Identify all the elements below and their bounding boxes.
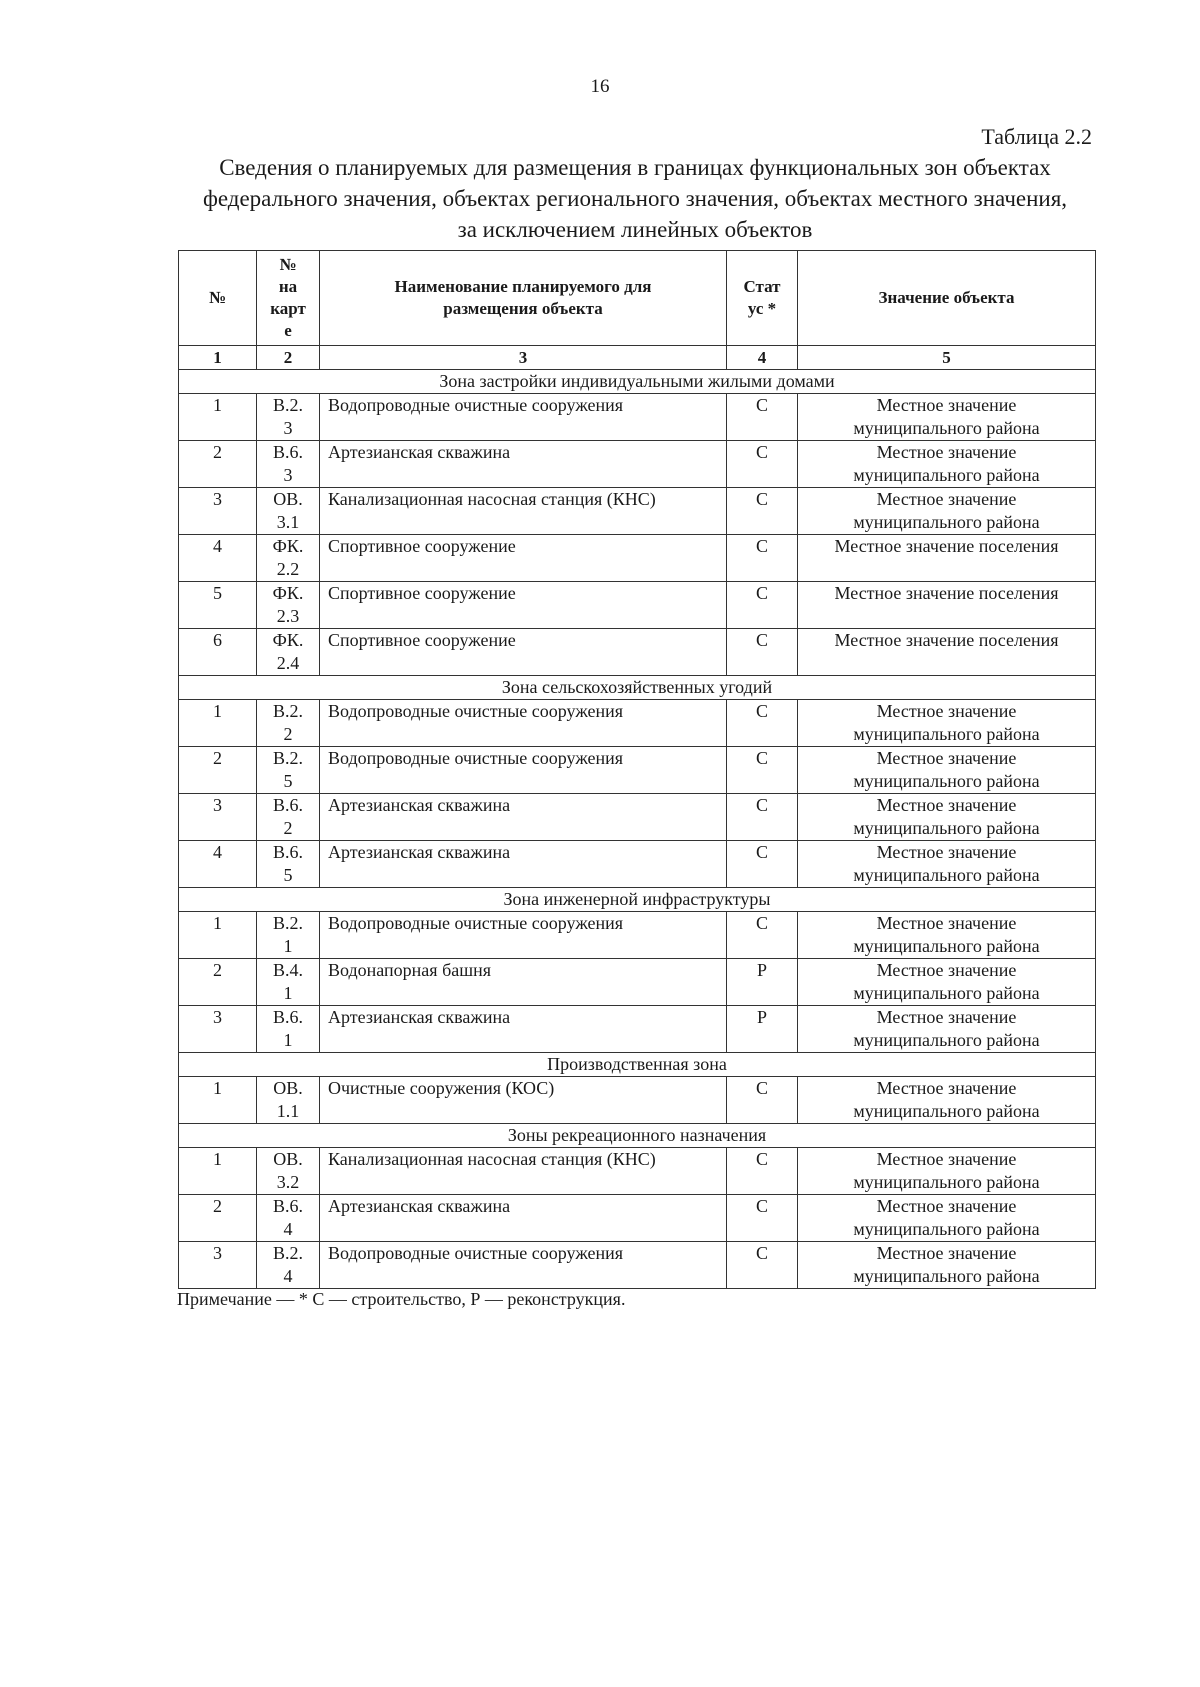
object-status: С	[727, 1148, 798, 1195]
table-row	[179, 1006, 1096, 1053]
object-name: Водопроводные очистные сооружения	[320, 394, 727, 441]
table-row	[179, 912, 1096, 959]
object-value-line: Местное значение	[876, 1243, 1017, 1263]
map-number-line: 5	[283, 865, 293, 885]
map-number	[257, 582, 320, 629]
object-status: С	[727, 700, 798, 747]
object-status: С	[727, 912, 798, 959]
object-value	[798, 959, 1096, 1006]
object-name: Артезианская скважина	[320, 1195, 727, 1242]
object-name: Артезианская скважина	[320, 841, 727, 888]
map-number-line: 2.2	[276, 559, 300, 579]
row-number: 3	[179, 1006, 257, 1053]
object-value	[798, 1242, 1096, 1289]
object-value-line: муниципального района	[853, 418, 1040, 438]
map-number	[257, 1077, 320, 1124]
object-status: С	[727, 747, 798, 794]
object-value-line: Местное значение	[876, 913, 1017, 933]
object-name: Канализационная насосная станция (КНС)	[320, 488, 727, 535]
object-value	[798, 582, 1096, 629]
map-number	[257, 488, 320, 535]
object-value-line: муниципального района	[853, 1266, 1040, 1286]
row-number: 2	[179, 747, 257, 794]
object-status: С	[727, 488, 798, 535]
object-value-line: муниципального района	[853, 771, 1040, 791]
map-number	[257, 629, 320, 676]
map-number	[257, 394, 320, 441]
object-value	[798, 394, 1096, 441]
title-line: за исключением линейных объектов	[457, 217, 813, 242]
row-number: 1	[179, 1148, 257, 1195]
title-line: федерального значения, объектах регионального значения, объектах местного значения,	[202, 186, 1068, 211]
row-number: 1	[179, 700, 257, 747]
row-number: 1	[179, 1077, 257, 1124]
object-value	[798, 1148, 1096, 1195]
object-status: С	[727, 441, 798, 488]
zone-row	[179, 1053, 1096, 1077]
object-value	[798, 488, 1096, 535]
map-number	[257, 1242, 320, 1289]
title-line: Сведения о планируемых для размещения в границах функциональных зон объектах	[219, 155, 1051, 180]
map-number	[257, 959, 320, 1006]
map-number-line: В.6.	[272, 795, 303, 815]
column-number: 4	[727, 346, 798, 370]
object-value-line: муниципального района	[853, 1101, 1040, 1121]
map-number	[257, 1148, 320, 1195]
map-number	[257, 747, 320, 794]
table-row	[179, 794, 1096, 841]
object-status: С	[727, 794, 798, 841]
row-number: 4	[179, 535, 257, 582]
column-number: 1	[179, 346, 257, 370]
object-value-line: Местное значение	[876, 395, 1017, 415]
object-value	[798, 841, 1096, 888]
map-number-line: 1	[283, 1030, 293, 1050]
table-row	[179, 629, 1096, 676]
object-value	[798, 700, 1096, 747]
header-status: Стат ус *	[727, 251, 798, 346]
map-number-line: В.6.	[272, 442, 303, 462]
map-number-line: В.2.	[272, 748, 303, 768]
object-value-line: Местное значение	[876, 489, 1017, 509]
zone-title: Зона застройки индивидуальными жилыми домами	[179, 370, 1096, 394]
object-name: Спортивное сооружение	[320, 582, 727, 629]
table-row	[179, 1077, 1096, 1124]
map-number	[257, 841, 320, 888]
map-number-line: 3.1	[276, 512, 300, 532]
table-row	[179, 1148, 1096, 1195]
object-name: Спортивное сооружение	[320, 629, 727, 676]
map-number-line: В.6.	[272, 842, 303, 862]
map-number-line: ОВ.	[273, 489, 303, 509]
object-status: С	[727, 1242, 798, 1289]
row-number: 3	[179, 1242, 257, 1289]
object-value-line: Местное значение поселения	[834, 536, 1059, 556]
object-value	[798, 912, 1096, 959]
table-row	[179, 1242, 1096, 1289]
object-value	[798, 629, 1096, 676]
row-number: 1	[179, 912, 257, 959]
map-number-line: 3.2	[276, 1172, 300, 1192]
map-number	[257, 1006, 320, 1053]
map-number-line: 4	[283, 1219, 293, 1239]
row-number: 3	[179, 794, 257, 841]
table-row	[179, 535, 1096, 582]
object-value-line: Местное значение	[876, 442, 1017, 462]
table-row	[179, 747, 1096, 794]
table-row	[179, 394, 1096, 441]
table-title	[170, 152, 1100, 245]
header-num: №	[179, 251, 257, 346]
map-number-line: В.4.	[272, 960, 303, 980]
column-number: 5	[798, 346, 1096, 370]
map-number-line: ОВ.	[273, 1149, 303, 1169]
row-number: 4	[179, 841, 257, 888]
object-value-line: муниципального района	[853, 983, 1040, 1003]
object-name: Водопроводные очистные сооружения	[320, 1242, 727, 1289]
table-row	[179, 488, 1096, 535]
row-number: 2	[179, 1195, 257, 1242]
object-value-line: Местное значение	[876, 842, 1017, 862]
table-row	[179, 959, 1096, 1006]
map-number	[257, 912, 320, 959]
column-numbers-row	[179, 346, 1096, 370]
object-value	[798, 535, 1096, 582]
map-number-line: 2.3	[276, 606, 300, 626]
object-status: С	[727, 582, 798, 629]
map-number-line: В.2.	[272, 1243, 303, 1263]
object-value-line: Местное значение	[876, 1078, 1017, 1098]
object-value-line: Местное значение	[876, 701, 1017, 721]
zone-title: Зоны рекреационного назначения	[179, 1124, 1096, 1148]
object-status: С	[727, 841, 798, 888]
object-value-line: муниципального района	[853, 724, 1040, 744]
map-number-line: В.6.	[272, 1007, 303, 1027]
map-number-line: ФК.	[272, 583, 304, 603]
object-value-line: Местное значение	[876, 960, 1017, 980]
object-status: С	[727, 394, 798, 441]
map-number	[257, 441, 320, 488]
object-value-line: муниципального района	[853, 1219, 1040, 1239]
object-name: Водопроводные очистные сооружения	[320, 700, 727, 747]
row-number: 2	[179, 441, 257, 488]
object-status: С	[727, 629, 798, 676]
zone-title: Производственная зона	[179, 1053, 1096, 1077]
zone-row	[179, 1124, 1096, 1148]
object-status: С	[727, 1195, 798, 1242]
object-value-line: Местное значение	[876, 1007, 1017, 1027]
row-number: 2	[179, 959, 257, 1006]
map-number-line: 2	[283, 818, 293, 838]
table-header-row	[179, 251, 1096, 346]
object-value	[798, 1077, 1096, 1124]
object-value-line: муниципального района	[853, 865, 1040, 885]
object-name: Очистные сооружения (КОС)	[320, 1077, 727, 1124]
map-number-line: В.2.	[272, 395, 303, 415]
object-value	[798, 1195, 1096, 1242]
map-number-line: 4	[283, 1266, 293, 1286]
object-value-line: муниципального района	[853, 818, 1040, 838]
object-name: Водопроводные очистные сооружения	[320, 747, 727, 794]
object-name: Спортивное сооружение	[320, 535, 727, 582]
object-value-line: Местное значение	[876, 1149, 1017, 1169]
header-map-number: № на карт е	[257, 251, 320, 346]
table-row	[179, 1195, 1096, 1242]
object-value-line: Местное значение поселения	[834, 583, 1059, 603]
objects-table	[178, 250, 1096, 1289]
map-number-line: 3	[283, 465, 293, 485]
map-number	[257, 535, 320, 582]
object-value-line: Местное значение	[876, 748, 1017, 768]
zone-row	[179, 676, 1096, 700]
object-status: Р	[727, 1006, 798, 1053]
zone-title: Зона сельскохозяйственных угодий	[179, 676, 1096, 700]
table-label: Таблица 2.2	[981, 124, 1092, 149]
map-number-line: ФК.	[272, 536, 304, 556]
row-number: 3	[179, 488, 257, 535]
object-value-line: Местное значение	[876, 795, 1017, 815]
object-name: Артезианская скважина	[320, 441, 727, 488]
map-number-line: 1.1	[276, 1101, 300, 1121]
map-number-line: В.2.	[272, 701, 303, 721]
table-body	[179, 370, 1096, 1289]
object-status: С	[727, 1077, 798, 1124]
table-row	[179, 841, 1096, 888]
object-name: Артезианская скважина	[320, 1006, 727, 1053]
object-status: Р	[727, 959, 798, 1006]
column-number: 2	[257, 346, 320, 370]
page-number: 16	[590, 76, 610, 97]
map-number	[257, 794, 320, 841]
map-number-line: 3	[283, 418, 293, 438]
map-number-line: 2	[283, 724, 293, 744]
table-row	[179, 441, 1096, 488]
object-value	[798, 794, 1096, 841]
table-note: Примечание — * С — строительство, Р — реконструкция.	[177, 1289, 626, 1309]
map-number-line: 5	[283, 771, 293, 791]
object-name: Артезианская скважина	[320, 794, 727, 841]
object-value-line: муниципального района	[853, 1172, 1040, 1192]
map-number	[257, 1195, 320, 1242]
object-value	[798, 1006, 1096, 1053]
object-value-line: Местное значение	[876, 1196, 1017, 1216]
object-value-line: муниципального района	[853, 512, 1040, 532]
zone-title: Зона инженерной инфраструктуры	[179, 888, 1096, 912]
row-number: 1	[179, 394, 257, 441]
map-number	[257, 700, 320, 747]
table-row	[179, 582, 1096, 629]
object-value-line: муниципального района	[853, 1030, 1040, 1050]
object-name: Канализационная насосная станция (КНС)	[320, 1148, 727, 1195]
header-object-name: Наименование планируемого для размещения объекта	[320, 251, 727, 346]
map-number-line: ОВ.	[273, 1078, 303, 1098]
object-name: Водонапорная башня	[320, 959, 727, 1006]
object-value	[798, 441, 1096, 488]
map-number-line: 1	[283, 983, 293, 1003]
object-value-line: муниципального района	[853, 465, 1040, 485]
object-value-line: муниципального района	[853, 936, 1040, 956]
object-status: С	[727, 535, 798, 582]
table-row	[179, 700, 1096, 747]
map-number-line: 1	[283, 936, 293, 956]
column-number: 3	[320, 346, 727, 370]
row-number: 6	[179, 629, 257, 676]
row-number: 5	[179, 582, 257, 629]
map-number-line: В.2.	[272, 913, 303, 933]
zone-row	[179, 370, 1096, 394]
map-number-line: ФК.	[272, 630, 304, 650]
object-name: Водопроводные очистные сооружения	[320, 912, 727, 959]
map-number-line: 2.4	[276, 653, 300, 673]
object-value	[798, 747, 1096, 794]
header-object-value: Значение объекта	[798, 251, 1096, 346]
object-value-line: Местное значение поселения	[834, 630, 1059, 650]
zone-row	[179, 888, 1096, 912]
map-number-line: В.6.	[272, 1196, 303, 1216]
